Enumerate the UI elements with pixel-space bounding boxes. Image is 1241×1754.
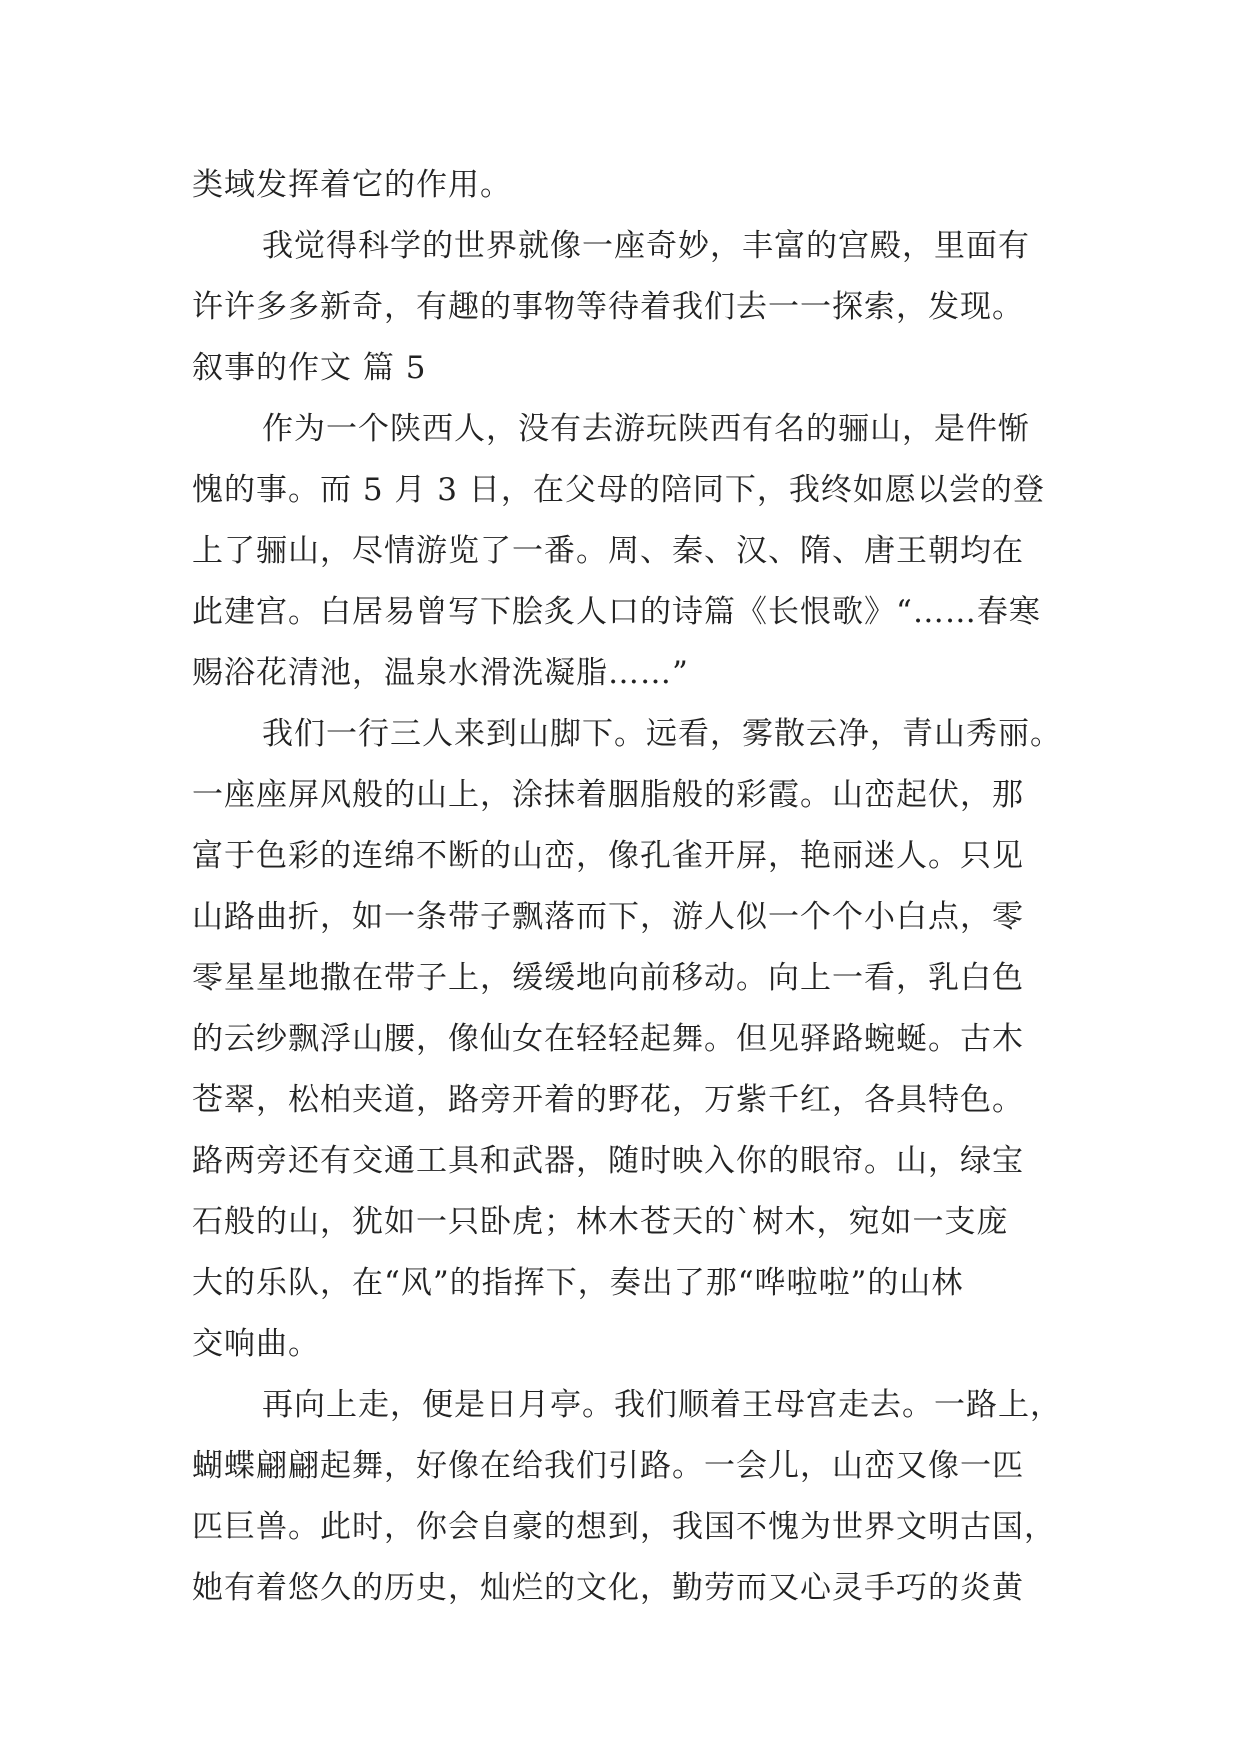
text-line: 路两旁还有交通工具和武器，随时映入你的眼帘。山，绿宝 bbox=[192, 1143, 1024, 1179]
text-line: 大的乐队，在“风”的指挥下，奏出了那“哗啦啦”的山林 bbox=[192, 1265, 964, 1301]
text-line: 石般的山，犹如一只卧虎；林木苍天的`树木，宛如一支庞 bbox=[192, 1204, 1009, 1240]
text-line: 苍翠，松柏夹道，路旁开着的野花，万紫千红，各具特色。 bbox=[192, 1082, 1024, 1118]
text-line: 富于色彩的连绵不断的山峦，像孔雀开屏，艳丽迷人。只见 bbox=[192, 838, 1024, 874]
paragraph-start-line: 作为一个陕西人，没有去游玩陕西有名的骊山，是件惭 bbox=[262, 411, 1030, 447]
paragraph-start-line: 我们一行三人来到山脚下。远看，雾散云净，青山秀丽。 bbox=[262, 716, 1062, 752]
text-line: 交响曲。 bbox=[192, 1326, 320, 1362]
paragraph-start-line: 再向上走，便是日月亭。我们顺着王母宫走去。一路上， bbox=[262, 1387, 1062, 1423]
section-heading: 叙事的作文 篇 5 bbox=[192, 350, 427, 386]
text-line: 此建宫。白居易曾写下脍炙人口的诗篇《长恨歌》“……春寒 bbox=[192, 594, 1041, 630]
text-line: 愧的事。而 5 月 3 日，在父母的陪同下，我终如愿以尝的登 bbox=[192, 472, 1045, 508]
essay-body bbox=[192, 155, 1072, 1619]
text-line: 上了骊山，尽情游览了一番。周、秦、汉、隋、唐王朝均在 bbox=[192, 533, 1024, 569]
paragraph-start-line: 我觉得科学的世界就像一座奇妙，丰富的宫殿，里面有 bbox=[262, 228, 1030, 264]
text-line: 的云纱飘浮山腰，像仙女在轻轻起舞。但见驿路蜿蜒。古木 bbox=[192, 1021, 1024, 1057]
text-line: 她有着悠久的历史，灿烂的文化，勤劳而又心灵手巧的炎黄 bbox=[192, 1570, 1024, 1606]
text-line: 匹巨兽。此时，你会自豪的想到，我国不愧为世界文明古国， bbox=[192, 1509, 1056, 1545]
text-line: 山路曲折，如一条带子飘落而下，游人似一个个小白点，零 bbox=[192, 899, 1024, 935]
text-line: 零星星地撒在带子上，缓缓地向前移动。向上一看，乳白色 bbox=[192, 960, 1024, 996]
text-line: 类域发挥着它的作用。 bbox=[192, 167, 512, 203]
text-line: 一座座屏风般的山上，涂抹着胭脂般的彩霞。山峦起伏，那 bbox=[192, 777, 1024, 813]
text-line: 蝴蝶翩翩起舞，好像在给我们引路。一会儿，山峦又像一匹 bbox=[192, 1448, 1024, 1484]
text-line: 赐浴花清池，温泉水滑洗凝脂……” bbox=[192, 655, 689, 691]
text-line: 许许多多新奇，有趣的事物等待着我们去一一探索，发现。 bbox=[192, 289, 1024, 325]
